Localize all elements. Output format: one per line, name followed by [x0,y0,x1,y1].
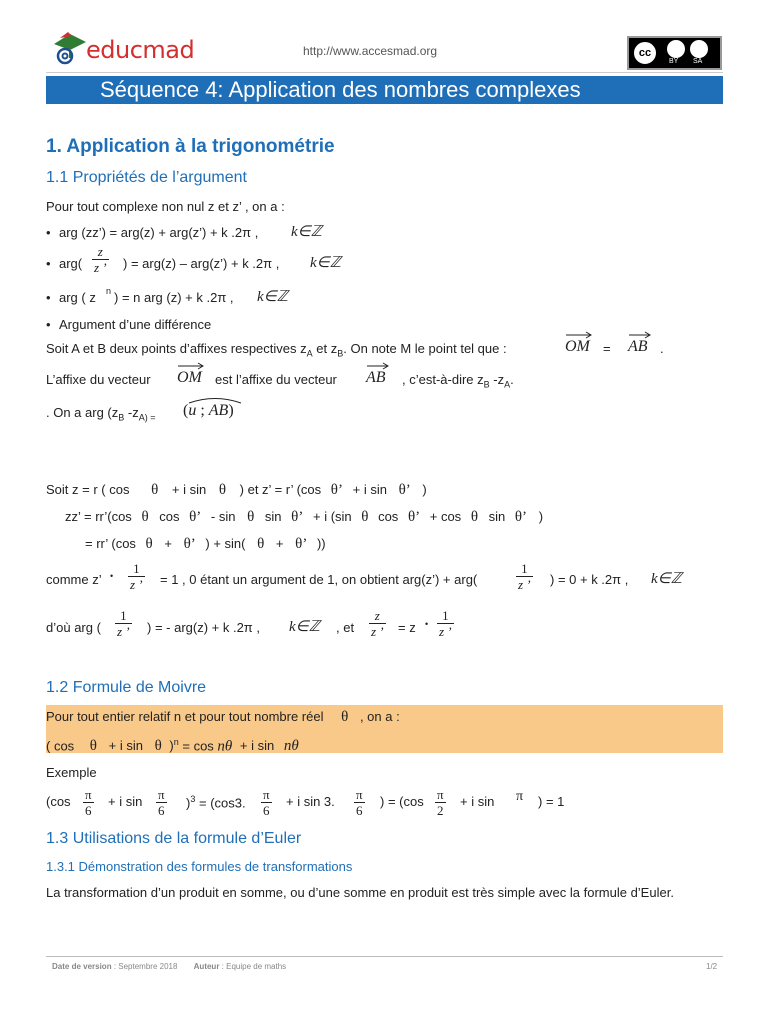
text-dou-et: , et [336,620,355,635]
by-label: BY [669,58,679,65]
k-in-z: k∈ℤ [289,619,320,635]
author-value: : Equipe de maths [221,962,287,971]
pi-symbol: π [516,789,524,804]
text-comme-end: ) = 0 + k .2π , [550,572,629,587]
ex-text: + i sin [460,794,495,809]
paragraph: La transformation d’un produit en somme, ou d’une somme en produit est très simple avec la formule d’Euler. [46,885,674,900]
property-3-end: ) = n arg (z) + k .2π , [114,290,234,305]
by-icon [667,40,685,58]
date-label: Date de version [52,962,112,971]
title-bar [46,76,723,104]
fraction-z-zp [92,244,109,275]
text-affixe-end: , c’est-à-dire $z_B$ $-z_A$. [402,372,514,390]
fraction-1-zp: $\frac{1}{z ’}$ [130,561,143,592]
ex-text: (cos [46,794,71,809]
k-in-z: k∈ℤ [651,571,682,587]
angle-u-ab: (u ; AB) [183,402,234,420]
logo-text: educmad [86,36,195,64]
line-zz: zz’ = rr’(cos θ cos θ’ - sin θ sin θ’ + i (sin θ cos θ’ + cos θ sin θ’ ) [65,509,544,525]
k-in-z: k∈ℤ [291,224,322,240]
text-dou-mid: ) = - arg(z) + k .2π , [147,620,260,635]
author-label: Auteur [193,962,220,971]
bullet-icon: • [46,256,51,271]
text-affixe-mid: est l’affixe du vecteur [215,372,337,387]
ex-text: + i sin [108,794,143,809]
section-heading: 1. Application à la trigonométrie [46,136,335,157]
vector-ab: AB [628,338,648,356]
fraction-pi-2: $\frac{\pi}{2}$ [437,787,444,818]
exponent-n: n [106,286,112,296]
k-in-z: k∈ℤ [257,289,288,305]
ex-text: ) = (cos [380,794,424,809]
page-number: 1/2 [706,962,718,971]
example-label: Exemple [46,765,97,780]
property-4: Argument d’une différence [59,317,212,332]
subsection-heading: 1.2 Formule de Moivre [46,679,207,696]
sa-label: SA [693,58,703,65]
line-rr: = rr’ (cos θ + θ’ ) + sin( θ + θ’ )) [85,536,326,552]
fraction-pi-6: $\frac{\pi}{6}$ [263,787,270,818]
subsection-heading: 1.1 Propriétés de l’argument [46,169,247,186]
bullet-dot: • [425,619,429,629]
equals-sign: = [603,341,611,356]
cc-icon: cc [632,40,658,66]
ex-text: ) = 1 [538,794,565,809]
line-soit-z: Soit z = r ( cos θ + i sin θ ) et z’ = r’ (cos θ’ + i sin θ’ ) [46,482,427,498]
subsubsection-heading: 1.3.1 Démonstration des formules de transformations [46,859,353,874]
bullet-dot: • [110,571,114,581]
property-3-start: arg ( z [59,290,96,305]
logo [50,26,200,70]
page-title: Séquence 4: Application des nombres complexes [100,77,581,102]
fraction-pi-6: $\frac{\pi}{6}$ [85,787,92,818]
footer-divider [46,956,723,957]
text-soit: Soit A et B deux points d’affixes respectives $z_A$ et $z_B$. On note M le point tel que : [46,341,507,359]
numerator: z [97,244,103,259]
ex-text: )$^3$ = (cos3. [186,794,246,811]
text-comme-mid: = 1 , 0 étant un argument de 1, on obtient arg(z’) + arg( [160,572,478,587]
bullet-icon: • [46,317,51,332]
logo-icon [50,28,90,68]
line-moivre-statement: Pour tout entier relatif n et pour tout nombre réel θ , on a : [46,709,400,725]
fraction-1-zp: $\frac{1}{z ’}$ [439,608,452,639]
footer [52,962,286,971]
ex-text: + i sin 3. [286,794,335,809]
bullet-icon: • [46,290,51,305]
vector-om: OM [177,369,202,387]
fraction-pi-6: $\frac{\pi}{6}$ [158,787,165,818]
text-dou-start: d’où arg ( [46,620,101,635]
text-comme-start: comme z’ [46,572,102,587]
text-on-a-arg: . On a arg ($z_B$ $-z_{A) =}$ [46,405,156,423]
line-moivre-formula: ( cos θ + i sin θ )$^n$ = cos nθ + i sin nθ [46,737,299,755]
vector-ab: AB [366,369,386,387]
fraction-pi-6: $\frac{\pi}{6}$ [356,787,363,818]
intro-text: Pour tout complexe non nul z et z’ , on a : [46,199,285,214]
fraction-z-zp: $\frac{z}{z ’}$ [371,608,384,639]
sa-icon [690,40,708,58]
property-2-start: arg( [59,256,83,271]
date-value: : Septembre 2018 [113,962,178,971]
bullet-icon: • [46,225,51,240]
property-2-end: ) = arg(z) – arg(z’) + k .2π , [123,256,280,271]
text-dou-end: = z [398,620,416,635]
fraction-1-zp: $\frac{1}{z ’}$ [117,608,130,639]
k-in-z: k∈ℤ [310,255,341,271]
fraction-1-zp: $\frac{1}{z ’}$ [518,561,531,592]
period: . [660,341,664,356]
text-affixe-start: L’affixe du vecteur [46,372,151,387]
header-divider [46,72,723,73]
site-url-link[interactable]: http://www.accesmad.org [303,44,438,58]
subsection-heading: 1.3 Utilisations de la formule d’Euler [46,830,302,847]
denominator: z ’ [94,260,107,275]
cc-license-badge[interactable] [627,36,722,70]
vector-om: OM [565,338,590,356]
property-1: arg (zz’) = arg(z) + arg(z’) + k .2π , [59,225,259,240]
